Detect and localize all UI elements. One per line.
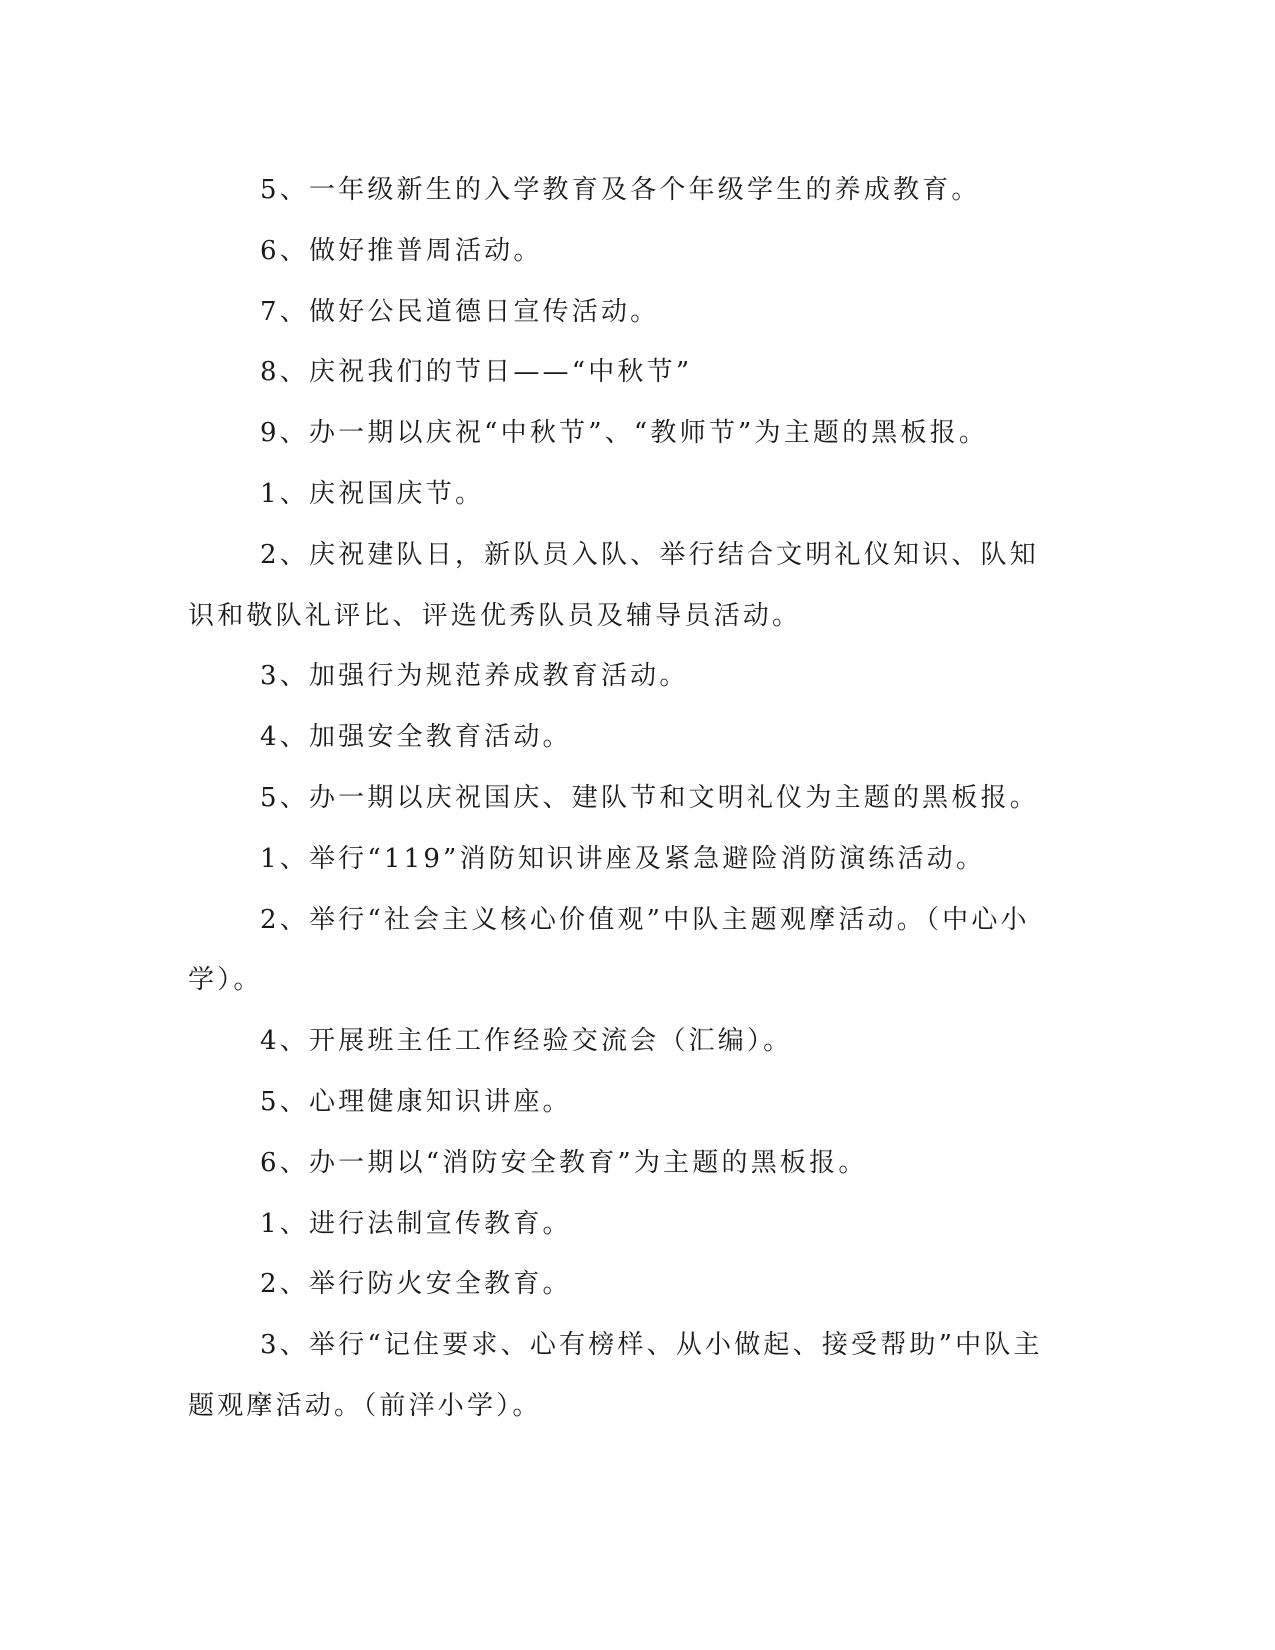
paragraph: 2、举行“社会主义核心价值观”中队主题观摩活动。（中心小学）。 xyxy=(188,904,1030,996)
paragraph: 3、举行“记住要求、心有榜样、从小做起、接受帮助”中队主题观摩活动。（前洋小学）。 xyxy=(188,1330,1043,1421)
paragraph: 1、进行法制宣传教育。 xyxy=(260,1208,572,1239)
paragraph: 2、举行防火安全教育。 xyxy=(260,1269,572,1300)
paragraph: 8、庆祝我们的节日——“中秋节” xyxy=(260,357,693,388)
paragraph: 6、办一期以“消防安全教育”为主题的黑板报。 xyxy=(260,1147,868,1178)
paragraph: 7、做好公民道德日宣传活动。 xyxy=(260,296,660,327)
paragraph: 6、做好推普周活动。 xyxy=(260,235,543,266)
paragraph: 2、庆祝建队日，新队员入队、举行结合文明礼仪知识、队知识和敬队礼评比、评选优秀队员及辅导员活动。 xyxy=(188,539,1039,631)
paragraph: 1、庆祝国庆节。 xyxy=(260,478,485,509)
paragraph: 5、心理健康知识讲座。 xyxy=(260,1086,572,1117)
paragraph: 5、办一期以庆祝国庆、建队节和文明礼仪为主题的黑板报。 xyxy=(260,782,1039,813)
paragraph: 5、一年级新生的入学教育及各个年级学生的养成教育。 xyxy=(260,175,981,205)
paragraph: 3、加强行为规范养成教育活动。 xyxy=(260,661,689,692)
paragraph: 9、办一期以庆祝“中秋节”、“教师节”为主题的黑板报。 xyxy=(260,418,989,449)
paragraph: 4、开展班主任工作经验交流会（汇编）。 xyxy=(260,1026,793,1057)
document-body xyxy=(188,160,1068,1437)
paragraph: 1、举行“119”消防知识讲座及紧急避险消防演练活动。 xyxy=(260,843,986,874)
paragraph: 4、加强安全教育活动。 xyxy=(260,722,572,753)
